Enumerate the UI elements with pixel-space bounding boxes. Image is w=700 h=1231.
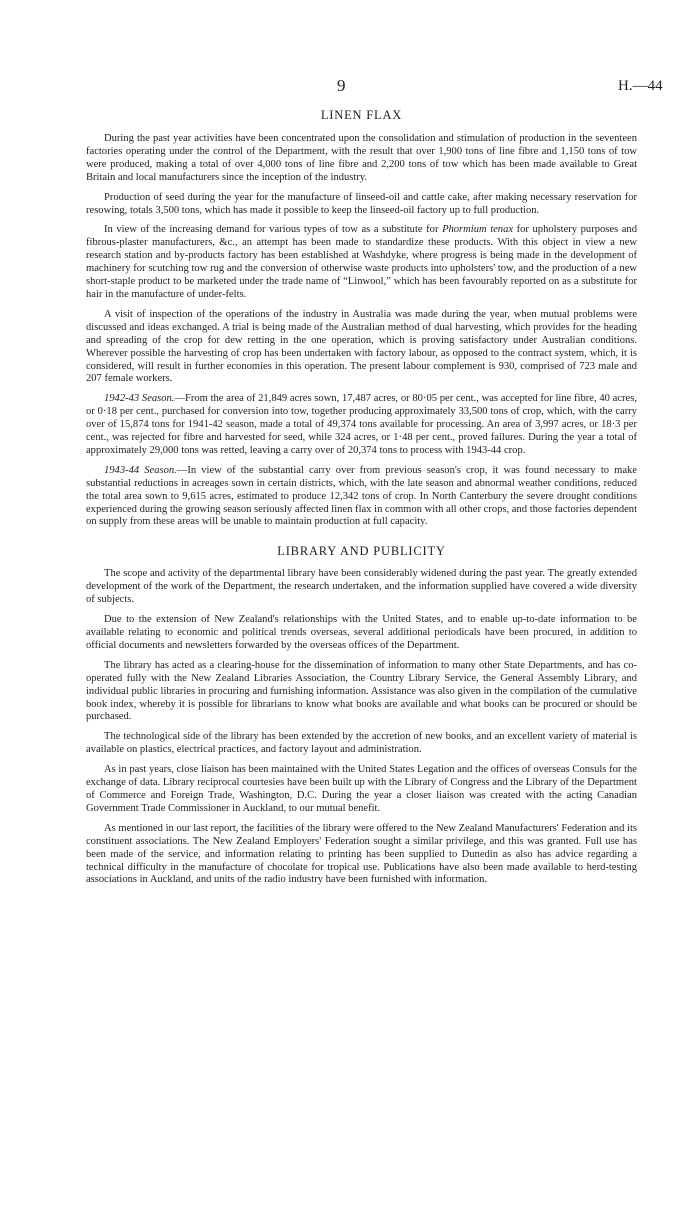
paragraph: Due to the extension of New Zealand's relationships with the United States, and to enable up-to-date information to be available relating to economic and political trends overseas, several additional periodicals have been procured, in addition to official documents and newsletters forwarded by the overseas offices of the Department. [86,614,637,651]
paragraph: The scope and activity of the departmental library have been considerably widened during the past year. The greatly extended development of the work of the Department, the research undertaken, and the information supplied have covered a wide diversity of subjects. [86,568,637,606]
section-heading-linen-flax: LINEN FLAX [320,108,403,122]
body-column [86,105,637,894]
library-publicity-section [86,544,637,887]
paragraph: The library has acted as a clearing-house for the dissemination of information to many other State Departments, and has co-operated fully with the New Zealand Libraries Association, the Country Library Service, the General Assembly Library, and individual public libraries in procuring and furnishing information. Assistance was also given in the compilation of the cumulative book index, whereby it is possible for librarians to know what books are available and what books can be procured or should be purchased. [86,659,637,723]
text-run: —From the area of 21,849 acres sown, 17,487 acres, or 80·05 per cent., was accepted for line fibre, 40 acres, or 0·18 per cent., purchased for conversion into tow, together producing approximately 33,500 tons of crop, which, with the carry over of 15,874 tons for 1941-42 season, made a total of 49,374 tons available for processing. An area of 3,997 acres, or 18·3 per cent., was rejected for fibre and harvested for seed, while 324 acres, or 1·48 per cent., proved failures. During the year a total of approximately 29,000 tons was retted, leaving a carry over of 20,374 tons to process with 1943-44 crop. [86,393,637,456]
paragraph: Production of seed during the year for the manufacture of linseed-oil and cattle cake, after making necessary reservation for resowing, totals 3,500 tons, which has made it possible to keep the linseed-oil factory up to full production. [86,191,637,216]
section-heading-library-publicity: LIBRARY AND PUBLICITY [277,544,446,559]
text-run: In view of the increasing demand for various types of tow as a substitute for [104,224,443,236]
paragraph: The technological side of the library has been extended by the accretion of new books, and an excellent variety of material is available on plastics, electrical practices, and factory layout and administration. [86,731,637,756]
season-lead-1943-44: 1943-44 Season. [104,464,177,476]
paragraph: During the past year activities have been concentrated upon the consolidation and stimulation of production in the seventeen factories operating under the control of the Department, with the result that over 1,900 tons of line fibre and 1,150 tons of tow were produced, making a total of over 4,000 tons of line fibre and 2,200 tons of tow which has been made available to Great Britain and local manufacturers since the inception of the industry. [86,133,637,183]
paragraph [86,393,637,458]
page-number: 9 [337,76,346,95]
paragraph: A visit of inspection of the operations of the industry in Australia was made during the year, when mutual problems were discussed and ideas exchanged. A trial is being made of the Australian method of dual harvesting, which provides for the heading and spreading of the crop for dew retting in the one operation, which is proving satisfactory under Australian conditions. Wherever possible the harvesting of crop has been undertaken with factory labour, as opposed to the contract system, which, it is considered, will result in further economies in this operation. The present labour complement is 930, comprised of 723 male and 207 female workers. [86,308,637,385]
document-reference: H.—44 [618,78,663,94]
paragraph [86,224,637,301]
season-lead-1942-43: 1942-43 Season. [104,393,175,405]
paragraph [86,465,637,530]
linen-flax-section [86,108,637,529]
text-run: —In view of the substantial carry over from previous season's crop, it was found necessary to make substantial reductions in acreages sown in certain districts, which, with the late season and abnormal weather conditions, reduced the total area sown to 9,615 acres, estimated to produce 12,342 tons of crop. In North Canterbury the severe drought conditions experienced during the growing season seriously affected linen flax in common with all other crops, and those factories dependent on supply from these areas will be unable to maintain production at full capacity. [86,464,637,528]
paragraph: As mentioned in our last report, the facilities of the library were offered to the New Zealand Manufacturers' Federation and its constituent associations. The New Zealand Employers' Federation sought a similar privilege, and this was granted. Full use has been made of the service, and information relating to printing has been supplied to Dunedin as also has advice regarding a technical difficulty in the manufacture of chocolate for tropical use. Publications have also been made available to herd-testing associations in Auckland, and units of the radio industry have been furnished with information. [86,822,637,886]
italic-species-name: Phormium tenax [442,224,514,236]
paragraph: As in past years, close liaison has been maintained with the United States Legation and the offices of overseas Consuls for the exchange of data. Library reciprocal courtesies have been built up with the Library of Congress and the Library of the Department of Commerce and Foreign Trade, Washington, D.C. During the year a closer liaison was created with the acting Canadian Government Trade Commissioner in Auckland, to our mutual benefit. [86,764,637,814]
text-run: for upholstery purposes and fibrous-plaster manufacturers, &c., an attempt has been made to standardize these products. With this object in view a new research station and by-products factory has been established at Washdyke, where progress is being made in the development of machinery for scutching tow rug and the conversion of otherwise waste products into upholsters' tow, and the production of a new short-staple product to be marketed under the trade name of “Linwool,” which has been favourably reported on as a substitute for hair in the manufacture of under-felts. [86,224,637,300]
